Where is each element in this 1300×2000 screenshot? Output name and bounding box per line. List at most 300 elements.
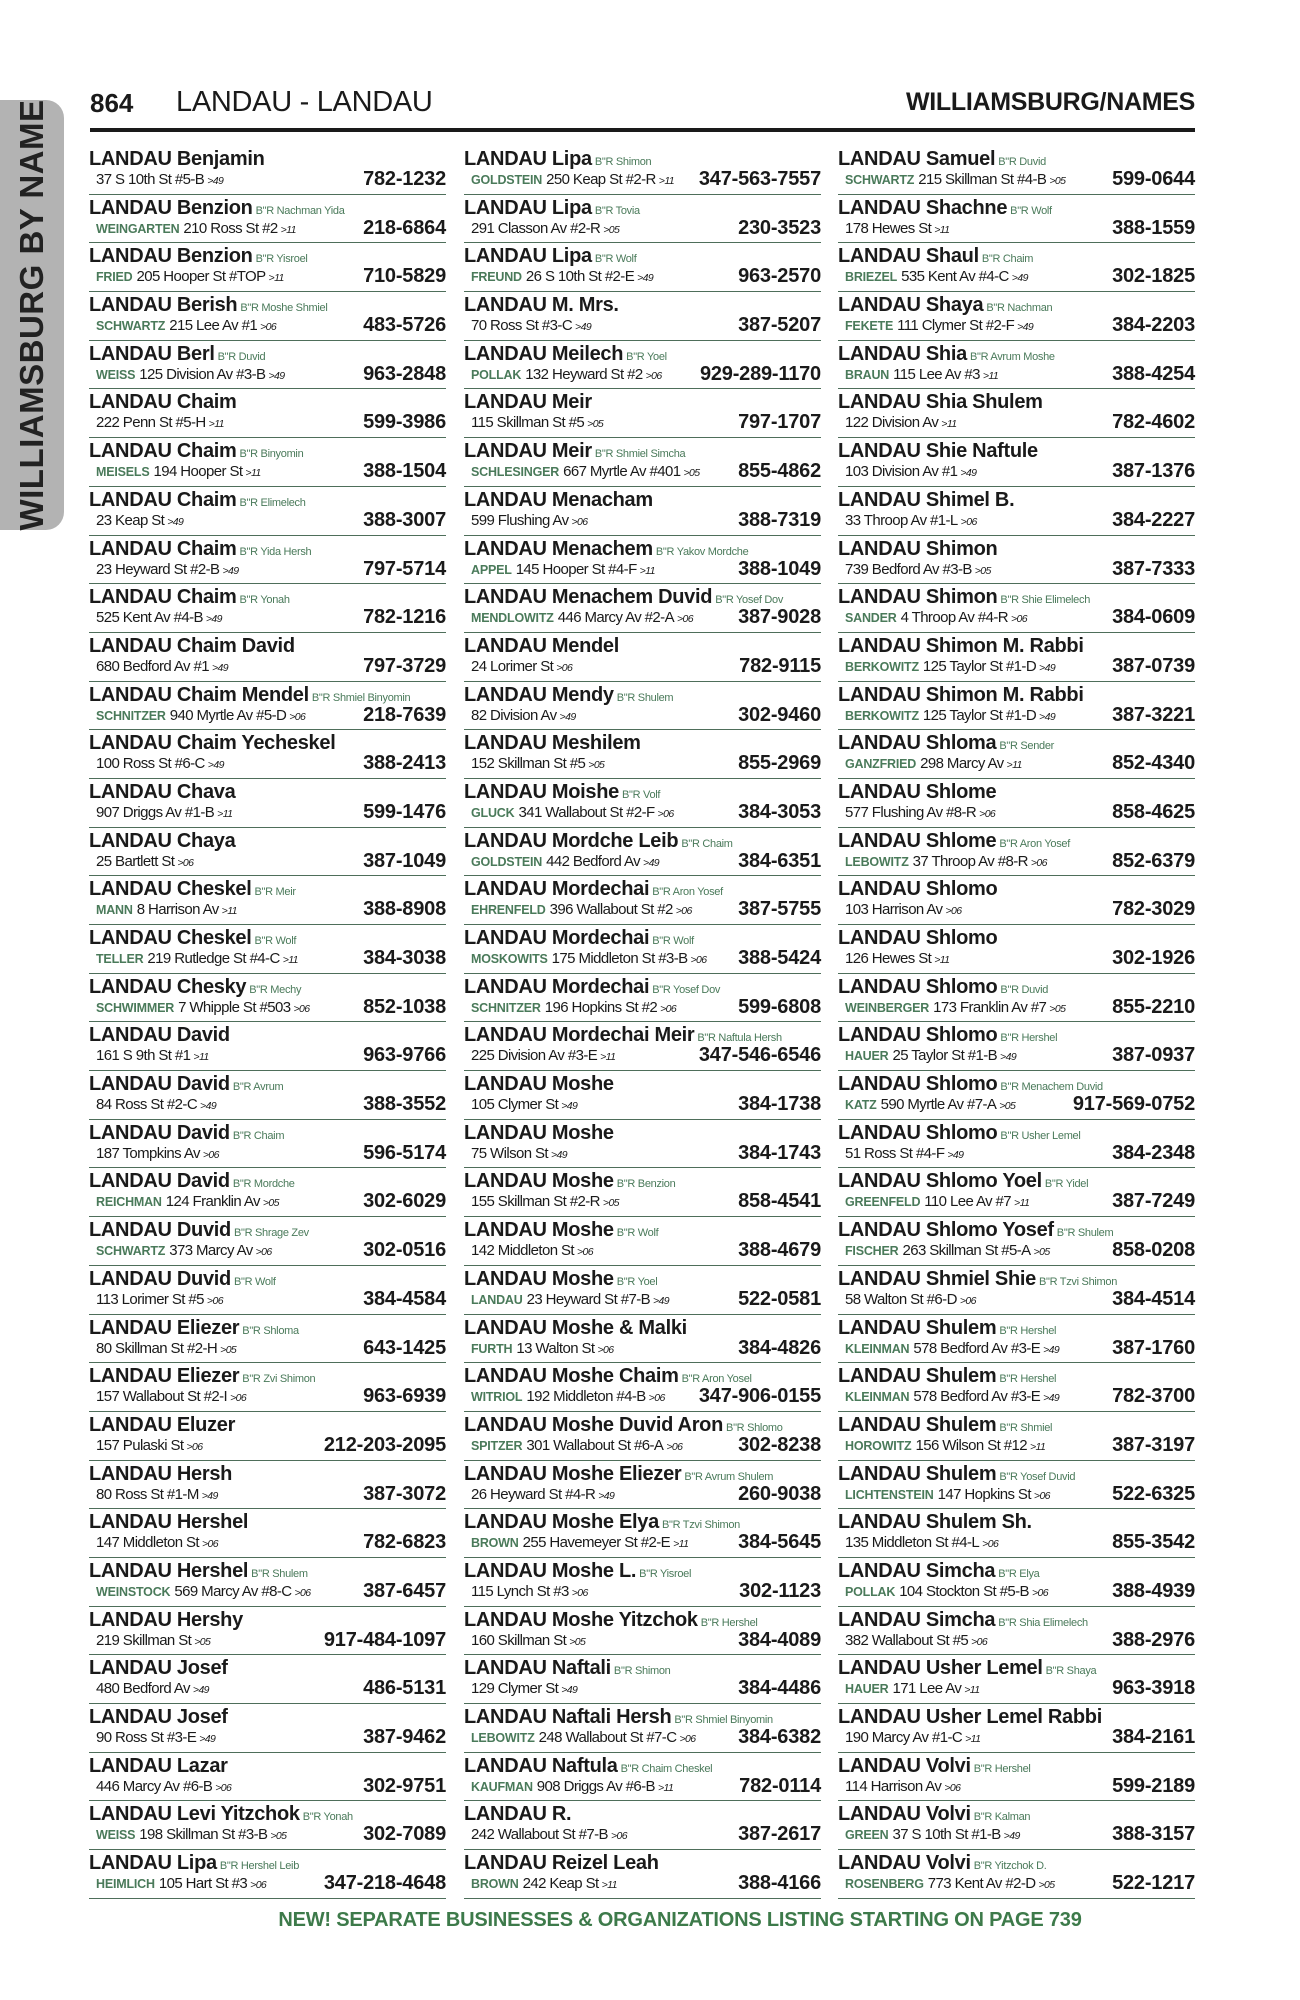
listing-name: LANDAU Duvid (89, 1267, 231, 1290)
listing-name-line (464, 1170, 675, 1193)
listing-name: LANDAU Moshe (464, 1073, 614, 1096)
listing-row (838, 633, 1195, 682)
listing-address: 145 Hooper St #4-F (515, 560, 637, 578)
listing-name: LANDAU Chaim (89, 488, 237, 511)
listing-family-name: BROWN (471, 1877, 519, 1892)
listing-address-line (845, 901, 961, 918)
listing-address: 115 Lynch St #3 (471, 1582, 569, 1600)
listing-address: 37 S 10th St #1-B (892, 1826, 1001, 1844)
listing-zip: >06 (215, 1781, 232, 1794)
listing-family-name: APPEL (471, 562, 512, 577)
listing-phone: 387-3221 (1112, 703, 1195, 726)
listing-address: 103 Harrison Av (845, 901, 943, 919)
listing-name-line (838, 878, 997, 901)
listing-phone: 384-5645 (738, 1531, 821, 1554)
listing-zip: >11 (965, 1733, 981, 1745)
listing-name-line (464, 1219, 658, 1242)
listing-address: 157 Pulaski St (96, 1436, 184, 1454)
listing-phone: 387-0739 (1112, 654, 1195, 677)
listing-phone: 302-6029 (363, 1190, 446, 1213)
listing-name: LANDAU Shlomo Yoel (838, 1170, 1042, 1193)
listing-address-line (96, 1340, 236, 1357)
listing-father-name: B"R Wolf (652, 935, 694, 947)
listing-phone: 387-7249 (1112, 1190, 1195, 1213)
listing-address-line (96, 1291, 223, 1308)
listing-family-name: KATZ (845, 1098, 877, 1113)
listing-phone: 782-1232 (363, 168, 446, 190)
listing-father-name: B"R Yosef Dov (652, 983, 721, 996)
listing-phone: 388-2976 (1112, 1628, 1195, 1651)
listing-family-name: FISCHER (845, 1244, 899, 1259)
listing-father-name: B"R Kalman (973, 1811, 1031, 1824)
listing-phone: 384-4584 (363, 1287, 446, 1310)
listing-family-name: BERKOWITZ (845, 708, 919, 723)
listing-phone: 384-4486 (738, 1677, 821, 1700)
listing-row (464, 1168, 821, 1217)
listing-father-name: B"R Elya (998, 1567, 1040, 1580)
listing-name: LANDAU David (89, 1024, 230, 1047)
listing-father-name: B"R Tzvi Shimon (1038, 1275, 1118, 1288)
listing-name: LANDAU Shaya (838, 294, 984, 317)
listing-address-line (471, 1534, 688, 1551)
listing-phone: 388-2413 (363, 752, 446, 775)
listing-family-name: KLEINMAN (845, 1341, 910, 1356)
listing-row (89, 925, 446, 974)
listing-zip: >06 (255, 1246, 272, 1259)
listing-row (89, 682, 446, 731)
listing-address-line (845, 1242, 1050, 1259)
listing-address: 341 Wallabout St #2-F (518, 803, 655, 821)
listing-family-name: LEBOWITZ (845, 854, 909, 869)
listing-name: LANDAU Mordche Leib (464, 829, 679, 852)
listing-row (838, 195, 1195, 244)
listing-zip: >11 (941, 418, 957, 431)
listing-name-line (838, 635, 1084, 658)
listing-address: 187 Tompkins Av (96, 1144, 200, 1162)
listing-zip: >49 (200, 1100, 217, 1113)
listing-address: 578 Bedford Av #3-E (913, 1388, 1041, 1406)
listing-row (464, 195, 821, 244)
page-number: 864 (90, 88, 134, 118)
listing-zip: >05 (587, 418, 604, 431)
listing-name: LANDAU Moshe (464, 1121, 614, 1144)
listing-name: LANDAU Meir (464, 440, 592, 463)
listing-row (838, 146, 1195, 195)
listing-row (89, 1412, 446, 1461)
listing-phone: 599-0644 (1112, 168, 1195, 190)
listing-row (464, 292, 821, 341)
listing-row (464, 682, 821, 731)
listing-address: 23 Heyward St #7-B (526, 1290, 651, 1308)
listing-address-line (96, 1680, 209, 1697)
listing-zip: >06 (944, 1781, 961, 1794)
listing-name: LANDAU Shachne (838, 196, 1008, 219)
listing-zip: >11 (673, 1538, 689, 1551)
listing-name-line (464, 1609, 758, 1632)
listing-address-line (845, 658, 1055, 675)
listing-address-line (471, 171, 674, 188)
listing-address: 142 Middleton St (471, 1242, 574, 1260)
listing-name: LANDAU Eluzer (89, 1413, 236, 1436)
listing-column-3 (838, 146, 1195, 1899)
listing-father-name: B"R Shloma (242, 1324, 299, 1337)
listing-name-line (464, 197, 640, 220)
listing-address-line (471, 804, 674, 821)
listing-name: LANDAU Berish (89, 294, 238, 317)
listing-name: LANDAU Mendel (464, 634, 619, 657)
listing-address: 90 Ross St #3-E (96, 1729, 197, 1746)
listing-name-line (464, 1317, 687, 1340)
listing-name: LANDAU Moishe (464, 780, 619, 803)
listing-row (464, 1363, 821, 1412)
listing-row (464, 1315, 821, 1364)
listing-phone: 963-9766 (363, 1044, 446, 1067)
listing-father-name: B"R Shimon (594, 156, 652, 168)
listing-address: 4 Throop Av #4-R (900, 609, 1009, 627)
listing-zip: >05 (220, 1343, 237, 1356)
listing-row (464, 1704, 821, 1753)
listing-zip: >05 (588, 759, 605, 772)
listing-address-line (471, 1826, 627, 1843)
listing-row (838, 1412, 1195, 1461)
listing-name: LANDAU Shlomo (838, 927, 998, 949)
listing-phone: 782-3700 (1112, 1385, 1195, 1408)
listing-address: 667 Myrtle Av #401 (563, 463, 681, 481)
listing-address-line (471, 999, 676, 1016)
listing-name-line (89, 1317, 299, 1340)
listing-zip: >11 (600, 1051, 616, 1064)
listing-row (89, 1850, 446, 1899)
listing-name-line (838, 1317, 1056, 1340)
listing-name-line (89, 586, 290, 609)
listing-father-name: B"R Meir (254, 886, 296, 899)
listing-name: LANDAU Meilech (464, 342, 624, 365)
listing-phone: 384-4826 (738, 1336, 821, 1359)
listing-address: 215 Lee Av #1 (169, 317, 258, 335)
listing-name: LANDAU Benzion (89, 245, 253, 268)
listing-row (838, 1217, 1195, 1266)
listing-phone: 302-9460 (738, 703, 821, 726)
listing-name: LANDAU Usher Lemel Rabbi (838, 1706, 1102, 1728)
listing-row (838, 1071, 1195, 1120)
listing-name-line (89, 1755, 228, 1778)
listing-address-line (96, 1875, 266, 1892)
listing-name-line (89, 1122, 284, 1145)
listing-name-line (838, 1511, 1032, 1534)
listing-row (838, 1801, 1195, 1850)
listing-address-line (845, 512, 977, 529)
footer-notice: NEW! SEPARATE BUSINESSES & ORGANIZATIONS LISTING STARTING ON PAGE 739 (278, 1909, 1082, 1931)
listing-phone: 782-4602 (1112, 411, 1195, 434)
listing-phone: 782-1216 (363, 606, 446, 629)
listing-zip: >06 (202, 1148, 219, 1161)
listing-zip: >49 (1003, 1830, 1020, 1843)
listing-phone: 929-289-1170 (699, 362, 821, 385)
listing-phone: 218-7639 (363, 703, 446, 726)
listing-address: 263 Skillman St #5-A (902, 1242, 1031, 1260)
listing-address-line (845, 1729, 980, 1746)
listing-address: 37 Throop Av #8-R (912, 852, 1028, 870)
listing-father-name: B"R Chaim (681, 837, 733, 850)
listing-name: LANDAU Simcha (838, 1608, 996, 1631)
listing-row (464, 1461, 821, 1510)
listing-father-name: B"R Shmiel Binyomin (311, 691, 411, 704)
listing-zip: >05 (262, 1197, 279, 1210)
listing-phone: 302-8238 (738, 1433, 821, 1456)
listing-name-line (838, 440, 1038, 463)
listing-name: LANDAU Moshe L. (464, 1559, 637, 1582)
listing-zip: >05 (683, 467, 700, 480)
listing-zip: >06 (293, 1002, 310, 1015)
listing-father-name: B"R Yosef Duvid (999, 1470, 1076, 1483)
listing-name-line (838, 830, 1070, 853)
listing-name: LANDAU Shimon (838, 537, 998, 560)
listing-address: 23 Keap St (96, 511, 165, 529)
listing-zip: >05 (569, 1635, 586, 1648)
listing-phone: 384-1738 (738, 1093, 821, 1116)
listing-phone: 387-0937 (1112, 1044, 1195, 1067)
listing-address-line (471, 512, 587, 529)
listing-row (464, 146, 821, 195)
listing-zip: >06 (660, 1002, 677, 1015)
listing-father-name: B"R Hershel Leib (219, 1860, 300, 1873)
listing-father-name: B"R Aron Yosef (999, 837, 1070, 850)
listing-address: 171 Lee Av (892, 1680, 962, 1698)
listing-zip: >49 (1039, 710, 1056, 723)
listing-father-name: B"R Sender (999, 740, 1055, 753)
listing-zip: >49 (947, 1148, 964, 1161)
listing-zip: >06 (645, 369, 662, 382)
listing-zip: >05 (1049, 175, 1066, 187)
listing-zip: >06 (1033, 1489, 1050, 1502)
listing-phone: 384-6351 (738, 849, 821, 872)
listing-address: 105 Clymer St (471, 1096, 559, 1114)
listing-address-line (845, 1583, 1048, 1600)
listing-address-line (845, 1340, 1059, 1357)
listing-row (464, 1509, 821, 1558)
listing-address: 157 Wallabout St #2-I (96, 1388, 228, 1406)
listing-row (838, 1461, 1195, 1510)
listing-address: 525 Kent Av #4-B (96, 609, 203, 627)
listing-zip: >49 (653, 1294, 670, 1307)
listing-address-line (471, 755, 604, 772)
listing-name-line (838, 1170, 1088, 1193)
listing-zip: >11 (1030, 1440, 1046, 1453)
listing-name: LANDAU Samuel (838, 148, 996, 170)
listing-phone: 782-3029 (1112, 898, 1195, 921)
listing-address-line (471, 268, 653, 285)
listing-address: 132 Heyward St #2 (525, 365, 643, 383)
listing-row (838, 925, 1195, 974)
listing-zip: >11 (982, 369, 999, 382)
listing-name: LANDAU Moshe Elya (464, 1511, 659, 1534)
listing-phone: 782-0114 (739, 1774, 821, 1797)
listing-name: LANDAU Shlomo Yosef (838, 1219, 1054, 1242)
listing-father-name: B"R Menachem Duvid (1000, 1081, 1103, 1094)
listing-name-line (89, 391, 237, 414)
listing-address-line (471, 609, 693, 626)
listing-name-line (838, 1073, 1103, 1096)
listing-father-name: B"R Tzvi Shimon (661, 1519, 740, 1532)
listing-name-line (89, 1268, 276, 1291)
listing-phone: 388-4939 (1112, 1579, 1195, 1602)
listing-family-name: ROSENBERG (845, 1877, 924, 1892)
listing-zip: >11 (639, 564, 655, 577)
listing-name: LANDAU Chaim David (89, 634, 295, 657)
listing-row (838, 389, 1195, 438)
listing-father-name: B"R Yosef Dov (715, 594, 784, 607)
listing-address-line (471, 1193, 619, 1210)
listing-father-name: B"R Nachman (986, 302, 1053, 315)
listing-name: LANDAU Menachem Duvid (464, 586, 713, 609)
listing-zip: >06 (206, 1294, 223, 1307)
listing-phone: 522-0581 (738, 1287, 821, 1310)
listing-phone: 384-3038 (363, 947, 446, 969)
listing-address-line (471, 1875, 617, 1892)
listing-address: 105 Hart St #3 (158, 1875, 248, 1893)
listing-row (464, 1558, 821, 1607)
listing-family-name: BRAUN (845, 367, 890, 382)
listing-address-line (845, 1145, 963, 1162)
listing-name: LANDAU Moshe Duvid Aron (464, 1413, 724, 1436)
listing-address-line (845, 1875, 1055, 1892)
listing-name: LANDAU Lipa (89, 1852, 217, 1875)
listing-father-name: B"R Yoel (616, 1275, 658, 1288)
listing-name-line (89, 1414, 235, 1437)
listing-name-line (838, 538, 997, 561)
listing-row (838, 487, 1195, 536)
listing-phone: 302-1926 (1112, 947, 1195, 969)
listing-address-line (471, 1583, 588, 1600)
listing-name-line (89, 294, 327, 317)
listing-zip: >49 (207, 175, 224, 187)
listing-row (838, 1850, 1195, 1899)
listing-name-line (838, 927, 997, 950)
listing-address: 178 Hewes St (845, 219, 932, 237)
listing-phone: 782-6823 (363, 1531, 446, 1554)
listing-address: 124 Franklin Av (165, 1193, 260, 1211)
listing-father-name: B"R Shia Elimelech (998, 1616, 1088, 1629)
listing-name: LANDAU Shaul (838, 245, 979, 268)
listing-row (89, 1168, 446, 1217)
listing-address-line (471, 366, 662, 383)
listing-zip: >11 (1006, 759, 1022, 772)
listing-name-line (89, 1219, 309, 1242)
listing-father-name: B"R Nachman Yida (255, 204, 345, 217)
listing-address-line (845, 1193, 1029, 1210)
listing-address: 113 Lorimer St #5 (96, 1290, 204, 1308)
listing-zip: >49 (211, 661, 228, 674)
listing-name-line (464, 343, 667, 366)
listing-name-line (838, 1560, 1039, 1583)
listing-address-line (96, 1632, 210, 1649)
listing-name-line (464, 1073, 614, 1096)
listing-name: LANDAU Shulem (838, 1413, 997, 1436)
listing-address: 58 Walton St #6-D (845, 1290, 957, 1308)
listing-row (464, 341, 821, 390)
listing-address-line (845, 1437, 1045, 1454)
listing-address: 219 Rutledge St #4-C (147, 950, 280, 967)
listing-name-line (89, 489, 306, 512)
listing-zip: >49 (1017, 321, 1034, 334)
listing-address: 155 Skillman St #2-R (471, 1193, 600, 1211)
listing-address-line (471, 1437, 682, 1454)
listing-name: LANDAU Shia Shulem (838, 391, 1043, 414)
listing-address-line (471, 1632, 585, 1649)
listing-phone: 387-3072 (363, 1482, 446, 1505)
listing-family-name: EHRENFELD (471, 903, 546, 918)
listing-name-line (838, 1609, 1088, 1632)
listing-address: 192 Middleton #4-B (526, 1388, 646, 1406)
listing-father-name: B"R Wolf (594, 253, 637, 266)
listing-address-line (471, 950, 707, 967)
listing-father-name: B"R Binyomin (239, 448, 304, 461)
listing-address-line (96, 317, 276, 334)
listing-address: 82 Division Av (471, 706, 557, 724)
listing-address: 590 Myrtle Av #7-A (880, 1096, 997, 1114)
listing-zip: >11 (282, 954, 298, 966)
listing-address-line (96, 999, 309, 1016)
listing-address: 577 Flushing Av #8-R (845, 803, 977, 821)
listing-row (89, 876, 446, 925)
listing-address: 125 Taylor St #1-D (922, 706, 1037, 724)
listing-name: LANDAU Chaya (89, 829, 236, 852)
listing-row (838, 1704, 1195, 1753)
listing-address-line (471, 1778, 673, 1795)
listing-name: LANDAU Chaim (89, 537, 237, 560)
listing-zip: >06 (648, 1392, 665, 1405)
listing-row (838, 1266, 1195, 1315)
listing-address-line (96, 171, 223, 188)
listing-name: LANDAU Mordechai (464, 975, 650, 998)
listing-family-name: FREUND (471, 270, 522, 285)
listing-name: LANDAU Naftula (464, 1754, 618, 1777)
listing-zip: >49 (637, 272, 654, 285)
listing-family-name: BRIEZEL (845, 270, 898, 285)
listing-address-line (845, 171, 1065, 188)
listing-name: LANDAU Hershy (89, 1608, 243, 1631)
listing-row (464, 1753, 821, 1802)
listing-address-line (845, 804, 995, 821)
listing-family-name: WITRIOL (471, 1390, 523, 1405)
listing-family-name: LANDAU (471, 1292, 523, 1307)
listing-address-line (845, 1486, 1050, 1503)
listing-row (89, 243, 446, 292)
listing-address: 110 Lee Av #7 (924, 1193, 1012, 1211)
listing-address-line (845, 707, 1055, 724)
listing-address: 111 Clymer St #2-F (897, 317, 1015, 335)
listing-address: 173 Franklin Av #7 (933, 998, 1047, 1016)
listing-zip: >49 (167, 515, 184, 528)
listing-name-line (89, 343, 265, 366)
listing-address-line (96, 609, 222, 626)
listing-zip: >05 (974, 564, 991, 577)
listing-row (89, 1071, 446, 1120)
listing-address: 248 Wallabout St #7-C (538, 1729, 677, 1746)
listing-phone: 855-4862 (738, 460, 821, 483)
listing-address-line (845, 1778, 960, 1795)
listing-father-name: B"R Shmiel Binyomin (674, 1714, 773, 1726)
listing-address: 84 Ross St #2-C (96, 1096, 198, 1114)
listing-address-line (471, 1388, 665, 1405)
listing-zip: >49 (960, 467, 977, 480)
listing-zip: >49 (207, 759, 224, 772)
listing-zip: >49 (559, 710, 576, 723)
listing-zip: >11 (934, 954, 950, 966)
listing-address: 210 Ross St #2 (183, 219, 278, 237)
listing-phone: 384-2348 (1112, 1141, 1195, 1164)
listing-address: 26 Heyward St #4-R (471, 1485, 596, 1503)
